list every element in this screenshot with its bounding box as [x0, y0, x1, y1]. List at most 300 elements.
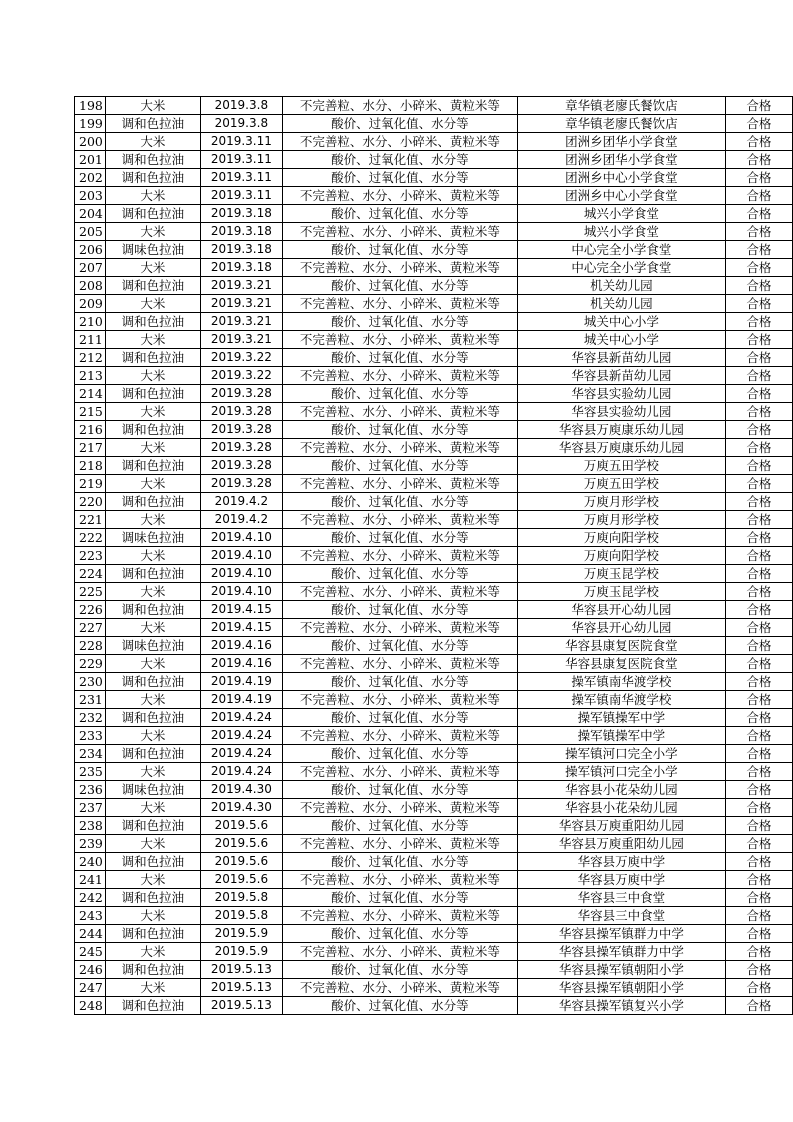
sampling-location-cell: 操军镇河口完全小学: [517, 745, 725, 763]
test-items-cell: 酸价、过氧化值、水分等: [282, 817, 517, 835]
table-row: [75, 925, 793, 943]
row-number-cell: 201: [75, 151, 106, 169]
row-number-cell: 246: [75, 961, 106, 979]
sample-name-cell: 大米: [105, 871, 200, 889]
test-result-cell: 合格: [725, 169, 792, 187]
sampling-location-cell: 华容县康复医院食堂: [517, 637, 725, 655]
test-items-cell: 酸价、过氧化值、水分等: [282, 529, 517, 547]
test-result-cell: 合格: [725, 403, 792, 421]
test-items-cell: 不完善粒、水分、小碎米、黄粒米等: [282, 223, 517, 241]
test-result-cell: 合格: [725, 151, 792, 169]
sample-date-cell: 2019.5.9: [200, 925, 282, 943]
sampling-location-cell: 操军镇南华渡学校: [517, 673, 725, 691]
sample-date-cell: 2019.5.13: [200, 961, 282, 979]
sampling-location-cell: 万庾向阳学校: [517, 547, 725, 565]
sample-date-cell: 2019.4.24: [200, 745, 282, 763]
table-row: [75, 115, 793, 133]
row-number-cell: 220: [75, 493, 106, 511]
test-result-cell: 合格: [725, 457, 792, 475]
row-number-cell: 219: [75, 475, 106, 493]
table-row: [75, 511, 793, 529]
row-number-cell: 236: [75, 781, 106, 799]
test-result-cell: 合格: [725, 439, 792, 457]
sample-date-cell: 2019.3.11: [200, 169, 282, 187]
row-number-cell: 237: [75, 799, 106, 817]
row-number-cell: 209: [75, 295, 106, 313]
table-row: [75, 763, 793, 781]
sample-date-cell: 2019.4.2: [200, 511, 282, 529]
sample-date-cell: 2019.3.21: [200, 295, 282, 313]
test-items-cell: 酸价、过氧化值、水分等: [282, 565, 517, 583]
sample-name-cell: 调和色拉油: [105, 889, 200, 907]
test-items-cell: 不完善粒、水分、小碎米、黄粒米等: [282, 133, 517, 151]
table-row: [75, 583, 793, 601]
sampling-location-cell: 万庾五田学校: [517, 475, 725, 493]
table-row: [75, 151, 793, 169]
sample-name-cell: 大米: [105, 583, 200, 601]
sampling-location-cell: 华容县小花朵幼儿园: [517, 781, 725, 799]
sample-date-cell: 2019.5.13: [200, 997, 282, 1015]
sampling-location-cell: 华容县万庾康乐幼儿园: [517, 421, 725, 439]
test-result-cell: 合格: [725, 475, 792, 493]
sampling-location-cell: 华容县操军镇群力中学: [517, 925, 725, 943]
sample-name-cell: 大米: [105, 187, 200, 205]
row-number-cell: 214: [75, 385, 106, 403]
sampling-location-cell: 万庾玉昆学校: [517, 583, 725, 601]
sample-date-cell: 2019.3.28: [200, 403, 282, 421]
sampling-location-cell: 华容县万庾中学: [517, 871, 725, 889]
test-items-cell: 酸价、过氧化值、水分等: [282, 169, 517, 187]
sample-date-cell: 2019.4.30: [200, 781, 282, 799]
test-result-cell: 合格: [725, 979, 792, 997]
test-result-cell: 合格: [725, 601, 792, 619]
test-items-cell: 不完善粒、水分、小碎米、黄粒米等: [282, 655, 517, 673]
test-result-cell: 合格: [725, 277, 792, 295]
test-items-cell: 酸价、过氧化值、水分等: [282, 781, 517, 799]
row-number-cell: 243: [75, 907, 106, 925]
sampling-location-cell: 团洲乡中心小学食堂: [517, 187, 725, 205]
table-row: [75, 547, 793, 565]
sample-name-cell: 调和色拉油: [105, 745, 200, 763]
test-result-cell: 合格: [725, 943, 792, 961]
sample-date-cell: 2019.4.16: [200, 637, 282, 655]
test-result-cell: 合格: [725, 763, 792, 781]
row-number-cell: 198: [75, 97, 106, 115]
row-number-cell: 202: [75, 169, 106, 187]
test-items-cell: 酸价、过氧化值、水分等: [282, 709, 517, 727]
sample-date-cell: 2019.4.10: [200, 529, 282, 547]
test-items-cell: 不完善粒、水分、小碎米、黄粒米等: [282, 511, 517, 529]
test-result-cell: 合格: [725, 205, 792, 223]
row-number-cell: 223: [75, 547, 106, 565]
sample-date-cell: 2019.3.11: [200, 133, 282, 151]
table-row: [75, 493, 793, 511]
table-row: [75, 205, 793, 223]
table-row: [75, 961, 793, 979]
sampling-location-cell: 中心完全小学食堂: [517, 241, 725, 259]
test-items-cell: 不完善粒、水分、小碎米、黄粒米等: [282, 943, 517, 961]
sampling-location-cell: 团洲乡中心小学食堂: [517, 169, 725, 187]
test-result-cell: 合格: [725, 223, 792, 241]
row-number-cell: 235: [75, 763, 106, 781]
sample-date-cell: 2019.3.28: [200, 385, 282, 403]
sample-name-cell: 大米: [105, 907, 200, 925]
sampling-location-cell: 操军镇操军中学: [517, 709, 725, 727]
sampling-location-cell: 团洲乡团华小学食堂: [517, 151, 725, 169]
test-items-cell: 不完善粒、水分、小碎米、黄粒米等: [282, 727, 517, 745]
sample-date-cell: 2019.5.13: [200, 979, 282, 997]
row-number-cell: 205: [75, 223, 106, 241]
sample-name-cell: 调和色拉油: [105, 205, 200, 223]
test-items-cell: 酸价、过氧化值、水分等: [282, 673, 517, 691]
row-number-cell: 203: [75, 187, 106, 205]
row-number-cell: 199: [75, 115, 106, 133]
test-result-cell: 合格: [725, 97, 792, 115]
sample-name-cell: 大米: [105, 511, 200, 529]
table-row: [75, 655, 793, 673]
sampling-location-cell: 华容县三中食堂: [517, 889, 725, 907]
test-items-cell: 不完善粒、水分、小碎米、黄粒米等: [282, 439, 517, 457]
table-row: [75, 907, 793, 925]
sample-name-cell: 大米: [105, 763, 200, 781]
test-result-cell: 合格: [725, 817, 792, 835]
table-row: [75, 871, 793, 889]
table-row: [75, 997, 793, 1015]
test-items-cell: 酸价、过氧化值、水分等: [282, 457, 517, 475]
test-result-cell: 合格: [725, 709, 792, 727]
sampling-location-cell: 华容县康复医院食堂: [517, 655, 725, 673]
table-row: [75, 349, 793, 367]
sample-name-cell: 大米: [105, 943, 200, 961]
sampling-location-cell: 城关中心小学: [517, 331, 725, 349]
sample-name-cell: 大米: [105, 547, 200, 565]
sampling-location-cell: 华容县万庾中学: [517, 853, 725, 871]
sample-name-cell: 调味色拉油: [105, 241, 200, 259]
test-items-cell: 酸价、过氧化值、水分等: [282, 421, 517, 439]
test-result-cell: 合格: [725, 889, 792, 907]
test-result-cell: 合格: [725, 691, 792, 709]
test-result-cell: 合格: [725, 547, 792, 565]
table-row: [75, 421, 793, 439]
sampling-location-cell: 机关幼儿园: [517, 277, 725, 295]
sample-name-cell: 调和色拉油: [105, 925, 200, 943]
row-number-cell: 245: [75, 943, 106, 961]
sample-name-cell: 调味色拉油: [105, 781, 200, 799]
sampling-location-cell: 操军镇南华渡学校: [517, 691, 725, 709]
test-items-cell: 不完善粒、水分、小碎米、黄粒米等: [282, 547, 517, 565]
row-number-cell: 224: [75, 565, 106, 583]
table-row: [75, 601, 793, 619]
table-row: [75, 457, 793, 475]
sample-name-cell: 调和色拉油: [105, 601, 200, 619]
table-row: [75, 475, 793, 493]
sampling-location-cell: 华容县新苗幼儿园: [517, 349, 725, 367]
sample-date-cell: 2019.3.18: [200, 241, 282, 259]
sample-date-cell: 2019.3.21: [200, 331, 282, 349]
table-row: [75, 97, 793, 115]
test-items-cell: 酸价、过氧化值、水分等: [282, 889, 517, 907]
row-number-cell: 228: [75, 637, 106, 655]
test-result-cell: 合格: [725, 565, 792, 583]
table-row: [75, 169, 793, 187]
row-number-cell: 247: [75, 979, 106, 997]
sampling-location-cell: 城兴小学食堂: [517, 205, 725, 223]
test-items-cell: 不完善粒、水分、小碎米、黄粒米等: [282, 907, 517, 925]
sampling-location-cell: 华容县三中食堂: [517, 907, 725, 925]
sampling-location-cell: 华容县操军镇群力中学: [517, 943, 725, 961]
sampling-location-cell: 章华镇老廖氏餐饮店: [517, 97, 725, 115]
table-row: [75, 295, 793, 313]
test-items-cell: 不完善粒、水分、小碎米、黄粒米等: [282, 619, 517, 637]
sampling-location-cell: 城关中心小学: [517, 313, 725, 331]
sample-date-cell: 2019.3.28: [200, 439, 282, 457]
sampling-location-cell: 华容县新苗幼儿园: [517, 367, 725, 385]
table-row: [75, 709, 793, 727]
test-result-cell: 合格: [725, 331, 792, 349]
test-items-cell: 不完善粒、水分、小碎米、黄粒米等: [282, 97, 517, 115]
test-items-cell: 酸价、过氧化值、水分等: [282, 601, 517, 619]
sample-date-cell: 2019.4.2: [200, 493, 282, 511]
table-row: [75, 367, 793, 385]
test-result-cell: 合格: [725, 115, 792, 133]
table-row: [75, 385, 793, 403]
sample-date-cell: 2019.3.28: [200, 457, 282, 475]
sample-name-cell: 调和色拉油: [105, 169, 200, 187]
table-row: [75, 673, 793, 691]
sample-name-cell: 调和色拉油: [105, 709, 200, 727]
sampling-location-cell: 操军镇河口完全小学: [517, 763, 725, 781]
sampling-location-cell: 操军镇操军中学: [517, 727, 725, 745]
sample-name-cell: 调味色拉油: [105, 529, 200, 547]
test-result-cell: 合格: [725, 745, 792, 763]
sample-name-cell: 调和色拉油: [105, 385, 200, 403]
table-row: [75, 259, 793, 277]
test-result-cell: 合格: [725, 727, 792, 745]
test-items-cell: 酸价、过氧化值、水分等: [282, 637, 517, 655]
test-items-cell: 不完善粒、水分、小碎米、黄粒米等: [282, 871, 517, 889]
test-items-cell: 不完善粒、水分、小碎米、黄粒米等: [282, 367, 517, 385]
test-result-cell: 合格: [725, 349, 792, 367]
row-number-cell: 227: [75, 619, 106, 637]
table-row: [75, 313, 793, 331]
sample-date-cell: 2019.3.21: [200, 313, 282, 331]
test-result-cell: 合格: [725, 133, 792, 151]
table-row: [75, 277, 793, 295]
sampling-location-cell: 华容县开心幼儿园: [517, 619, 725, 637]
table-row: [75, 223, 793, 241]
sampling-location-cell: 华容县小花朵幼儿园: [517, 799, 725, 817]
sample-date-cell: 2019.3.11: [200, 151, 282, 169]
sample-name-cell: 调和色拉油: [105, 349, 200, 367]
sample-date-cell: 2019.3.21: [200, 277, 282, 295]
sample-date-cell: 2019.4.24: [200, 763, 282, 781]
sampling-location-cell: 华容县实验幼儿园: [517, 385, 725, 403]
row-number-cell: 221: [75, 511, 106, 529]
sample-name-cell: 大米: [105, 133, 200, 151]
test-items-cell: 不完善粒、水分、小碎米、黄粒米等: [282, 583, 517, 601]
sampling-location-cell: 万庾向阳学校: [517, 529, 725, 547]
row-number-cell: 208: [75, 277, 106, 295]
test-items-cell: 不完善粒、水分、小碎米、黄粒米等: [282, 799, 517, 817]
test-items-cell: 酸价、过氧化值、水分等: [282, 205, 517, 223]
sampling-location-cell: 华容县万庾重阳幼儿园: [517, 835, 725, 853]
sample-date-cell: 2019.3.22: [200, 367, 282, 385]
test-result-cell: 合格: [725, 295, 792, 313]
table-row: [75, 727, 793, 745]
test-items-cell: 不完善粒、水分、小碎米、黄粒米等: [282, 835, 517, 853]
row-number-cell: 229: [75, 655, 106, 673]
table-row: [75, 637, 793, 655]
table-row: [75, 565, 793, 583]
sample-name-cell: 大米: [105, 475, 200, 493]
test-result-cell: 合格: [725, 511, 792, 529]
sample-date-cell: 2019.4.16: [200, 655, 282, 673]
test-result-cell: 合格: [725, 583, 792, 601]
sample-date-cell: 2019.3.18: [200, 259, 282, 277]
row-number-cell: 240: [75, 853, 106, 871]
sample-name-cell: 调和色拉油: [105, 673, 200, 691]
table-row: [75, 691, 793, 709]
sample-date-cell: 2019.3.28: [200, 421, 282, 439]
sample-name-cell: 大米: [105, 727, 200, 745]
sample-name-cell: 大米: [105, 331, 200, 349]
test-items-cell: 不完善粒、水分、小碎米、黄粒米等: [282, 295, 517, 313]
sample-name-cell: 大米: [105, 799, 200, 817]
table-row: [75, 817, 793, 835]
table-row: [75, 619, 793, 637]
sampling-location-cell: 章华镇老廖氏餐饮店: [517, 115, 725, 133]
test-items-cell: 酸价、过氧化值、水分等: [282, 115, 517, 133]
row-number-cell: 238: [75, 817, 106, 835]
sample-name-cell: 调和色拉油: [105, 313, 200, 331]
sample-date-cell: 2019.3.22: [200, 349, 282, 367]
sample-date-cell: 2019.3.18: [200, 205, 282, 223]
table-row: [75, 403, 793, 421]
row-number-cell: 212: [75, 349, 106, 367]
test-result-cell: 合格: [725, 619, 792, 637]
test-items-cell: 酸价、过氧化值、水分等: [282, 493, 517, 511]
sample-name-cell: 调和色拉油: [105, 817, 200, 835]
table-row: [75, 979, 793, 997]
test-result-cell: 合格: [725, 529, 792, 547]
row-number-cell: 231: [75, 691, 106, 709]
sample-date-cell: 2019.3.8: [200, 97, 282, 115]
sample-name-cell: 调和色拉油: [105, 151, 200, 169]
table-row: [75, 187, 793, 205]
table-row: [75, 331, 793, 349]
table-body: [75, 97, 793, 1015]
test-items-cell: 酸价、过氧化值、水分等: [282, 997, 517, 1015]
sample-name-cell: 调和色拉油: [105, 493, 200, 511]
sampling-location-cell: 城兴小学食堂: [517, 223, 725, 241]
row-number-cell: 210: [75, 313, 106, 331]
sampling-location-cell: 华容县万庾康乐幼儿园: [517, 439, 725, 457]
sample-date-cell: 2019.3.11: [200, 187, 282, 205]
sample-date-cell: 2019.5.6: [200, 817, 282, 835]
sample-name-cell: 调味色拉油: [105, 637, 200, 655]
sample-name-cell: 调和色拉油: [105, 457, 200, 475]
sampling-location-cell: 万庾月形学校: [517, 511, 725, 529]
test-result-cell: 合格: [725, 799, 792, 817]
sample-date-cell: 2019.3.8: [200, 115, 282, 133]
test-result-cell: 合格: [725, 781, 792, 799]
test-result-cell: 合格: [725, 853, 792, 871]
sampling-location-cell: 机关幼儿园: [517, 295, 725, 313]
row-number-cell: 206: [75, 241, 106, 259]
sample-date-cell: 2019.4.10: [200, 565, 282, 583]
test-items-cell: 酸价、过氧化值、水分等: [282, 385, 517, 403]
sample-date-cell: 2019.5.9: [200, 943, 282, 961]
sample-name-cell: 大米: [105, 223, 200, 241]
sample-name-cell: 调和色拉油: [105, 565, 200, 583]
inspection-results-table: [74, 96, 793, 1015]
row-number-cell: 230: [75, 673, 106, 691]
sampling-location-cell: 中心完全小学食堂: [517, 259, 725, 277]
sample-name-cell: 调和色拉油: [105, 277, 200, 295]
sample-date-cell: 2019.5.8: [200, 889, 282, 907]
sample-name-cell: 大米: [105, 835, 200, 853]
table-row: [75, 943, 793, 961]
test-items-cell: 酸价、过氧化值、水分等: [282, 277, 517, 295]
sampling-location-cell: 华容县实验幼儿园: [517, 403, 725, 421]
sample-date-cell: 2019.4.15: [200, 619, 282, 637]
test-result-cell: 合格: [725, 961, 792, 979]
table-row: [75, 439, 793, 457]
sample-date-cell: 2019.4.10: [200, 583, 282, 601]
row-number-cell: 239: [75, 835, 106, 853]
sample-name-cell: 调和色拉油: [105, 997, 200, 1015]
row-number-cell: 233: [75, 727, 106, 745]
table-row: [75, 781, 793, 799]
test-items-cell: 酸价、过氧化值、水分等: [282, 925, 517, 943]
row-number-cell: 222: [75, 529, 106, 547]
test-result-cell: 合格: [725, 925, 792, 943]
sample-date-cell: 2019.5.8: [200, 907, 282, 925]
table-row: [75, 133, 793, 151]
sample-name-cell: 大米: [105, 295, 200, 313]
test-items-cell: 酸价、过氧化值、水分等: [282, 349, 517, 367]
test-items-cell: 酸价、过氧化值、水分等: [282, 745, 517, 763]
row-number-cell: 211: [75, 331, 106, 349]
table-row: [75, 745, 793, 763]
table-row: [75, 529, 793, 547]
sample-date-cell: 2019.4.19: [200, 673, 282, 691]
test-result-cell: 合格: [725, 493, 792, 511]
row-number-cell: 244: [75, 925, 106, 943]
sample-name-cell: 大米: [105, 979, 200, 997]
test-items-cell: 不完善粒、水分、小碎米、黄粒米等: [282, 691, 517, 709]
test-items-cell: 酸价、过氧化值、水分等: [282, 961, 517, 979]
test-result-cell: 合格: [725, 313, 792, 331]
sample-name-cell: 大米: [105, 403, 200, 421]
sampling-location-cell: 华容县开心幼儿园: [517, 601, 725, 619]
sample-date-cell: 2019.4.10: [200, 547, 282, 565]
sample-date-cell: 2019.4.24: [200, 709, 282, 727]
sample-name-cell: 调和色拉油: [105, 961, 200, 979]
test-items-cell: 不完善粒、水分、小碎米、黄粒米等: [282, 475, 517, 493]
sample-name-cell: 调和色拉油: [105, 115, 200, 133]
table-row: [75, 889, 793, 907]
sample-name-cell: 大米: [105, 655, 200, 673]
test-result-cell: 合格: [725, 673, 792, 691]
sample-name-cell: 大米: [105, 619, 200, 637]
row-number-cell: 207: [75, 259, 106, 277]
table-row: [75, 835, 793, 853]
sample-date-cell: 2019.5.6: [200, 853, 282, 871]
row-number-cell: 216: [75, 421, 106, 439]
sampling-location-cell: 华容县万庾重阳幼儿园: [517, 817, 725, 835]
test-result-cell: 合格: [725, 367, 792, 385]
